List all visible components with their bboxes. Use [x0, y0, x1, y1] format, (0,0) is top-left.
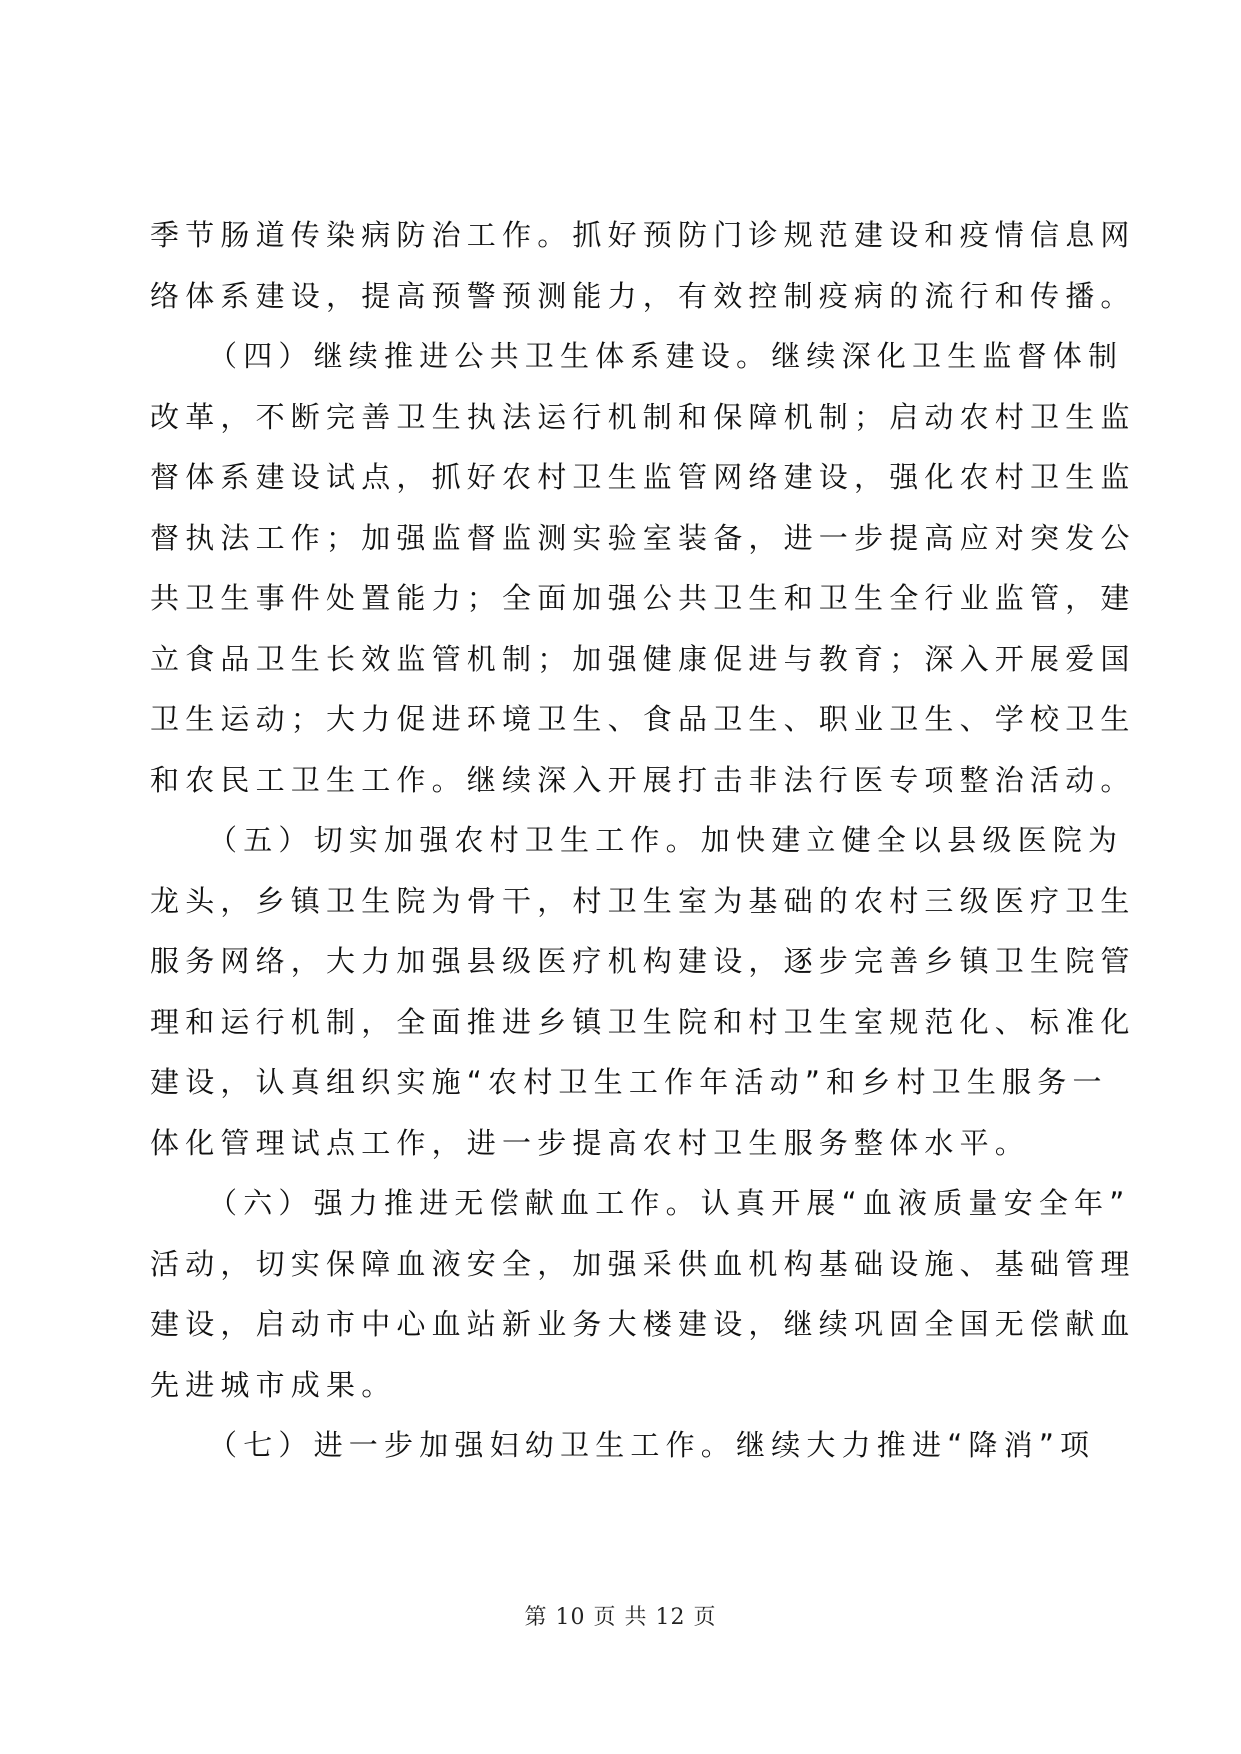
- paragraph-4-line-1: （四）继续推进公共卫生体系建设。继续深化卫生监督体制: [208, 339, 1124, 373]
- text-line-1: 季节肠道传染病防治工作。抓好预防门诊规范建设和疫情信息网: [150, 218, 1136, 252]
- text-line-10: 和农民工卫生工作。继续深入开展打击非法行医专项整治活动。: [150, 762, 1136, 797]
- paragraph-5-line-1: （五）切实加强农村卫生工作。加快建立健全以县级医院为: [208, 823, 1124, 857]
- text-line-7: 共卫生事件处置能力；全面加强公共卫生和卫生全行业监管，建: [150, 581, 1136, 615]
- paragraph-6-line-1: （六）强力推进无偿献血工作。认真开展“血液质量安全年”: [208, 1186, 1131, 1220]
- text-line-5: 督体系建设试点，抓好农村卫生监管网络建设，强化农村卫生监: [150, 460, 1136, 494]
- text-line-8: 立食品卫生长效监管机制；加强健康促进与教育；深入开展爱国: [150, 641, 1136, 676]
- text-line-12: 龙头，乡镇卫生院为骨干，村卫生室为基础的农村三级医疗卫生: [150, 883, 1136, 918]
- text-line-4: 改革，不断完善卫生执法运行机制和保障机制；启动农村卫生监: [150, 399, 1136, 434]
- text-line-20: 先进城市成果。: [150, 1367, 397, 1402]
- text-line-2: 络体系建设，提高预警预测能力，有效控制疫病的流行和传播。: [150, 278, 1136, 313]
- paragraph-7-line-1: （七）进一步加强妇幼卫生工作。继续大力推进“降消”项: [208, 1428, 1096, 1462]
- text-line-6: 督执法工作；加强监督监测实验室装备，进一步提高应对突发公: [150, 520, 1136, 555]
- text-line-9: 卫生运动；大力促进环境卫生、食品卫生、职业卫生、学校卫生: [150, 702, 1136, 736]
- text-line-19: 建设，启动市中心血站新业务大楼建设，继续巩固全国无偿献血: [150, 1307, 1136, 1341]
- document-body: [150, 205, 1136, 1476]
- page-footer: 第 10 页 共 12 页: [524, 1605, 717, 1630]
- text-line-18: 活动，切实保障血液安全，加强采供血机构基础设施、基础管理: [150, 1246, 1136, 1281]
- text-line-16: 体化管理试点工作，进一步提高农村卫生服务整体水平。: [150, 1125, 1031, 1160]
- text-line-13: 服务网络，大力加强县级医疗机构建设，逐步完善乡镇卫生院管: [150, 944, 1136, 978]
- text-line-14: 理和运行机制，全面推进乡镇卫生院和村卫生室规范化、标准化: [150, 1004, 1136, 1039]
- text-line-15: 建设，认真组织实施“农村卫生工作年活动”和乡村卫生服务一: [150, 1065, 1108, 1099]
